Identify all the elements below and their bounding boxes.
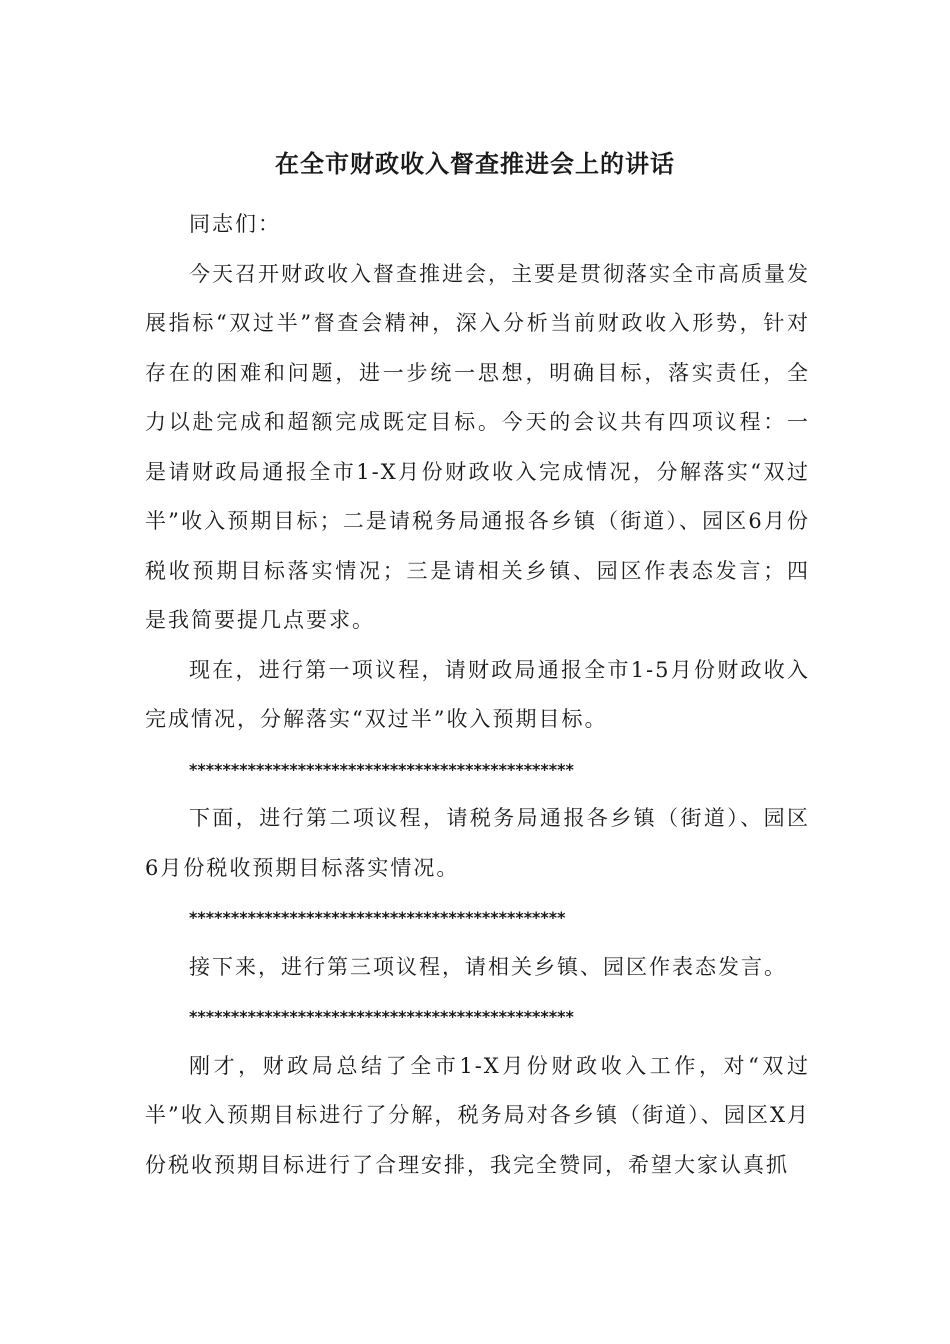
separator-1: **********************************************	[189, 759, 574, 779]
separator-2: *********************************************	[189, 908, 566, 927]
paragraph-summary: 刚才，财政局总结了全市1-X月份财政收入工作，对“双过半”收入预期目标进行了分解，税务局对各乡镇（街道）、园区X月份税收预期目标进行了合理安排，我完全赞同，希望大家认真抓	[145, 1053, 810, 1177]
paragraph-agenda-3: 接下来，进行第三项议程，请相关乡镇、园区作表态发言。	[189, 954, 787, 979]
document-title: 在全市财政收入督查推进会上的讲话	[275, 149, 675, 178]
paragraph-agenda-1: 现在，进行第一项议程，请财政局通报全市1-5月份财政收入完成情况，分解落实“双过半”收入预期目标。	[145, 657, 810, 731]
salutation: 同志们：	[189, 212, 281, 236]
paragraph-agenda-2: 下面，进行第二项议程，请税务局通报各乡镇（街道）、园区6月份税收预期目标落实情况。	[145, 806, 810, 880]
document-body	[145, 200, 810, 1190]
paragraph-opening: 今天召开财政收入督查推进会，主要是贯彻落实全市高质量发展指标“双过半”督查会精神，深入分析当前财政收入形势，针对存在的困难和问题，进一步统一思想，明确目标，落实责任，全力以赴完成和超额完成既定目标。今天的会议共有四项议程：一是请财政局通报全市1-X月份财政收入完成情况，分解落实“双过半”收入预期目标；二是请税务局通报各乡镇（街道）、园区6月份税收预期目标落实情况；三是请相关乡镇、园区作表态发言；四是我简要提几点要求。	[145, 261, 810, 632]
separator-3: **********************************************	[189, 1007, 574, 1026]
